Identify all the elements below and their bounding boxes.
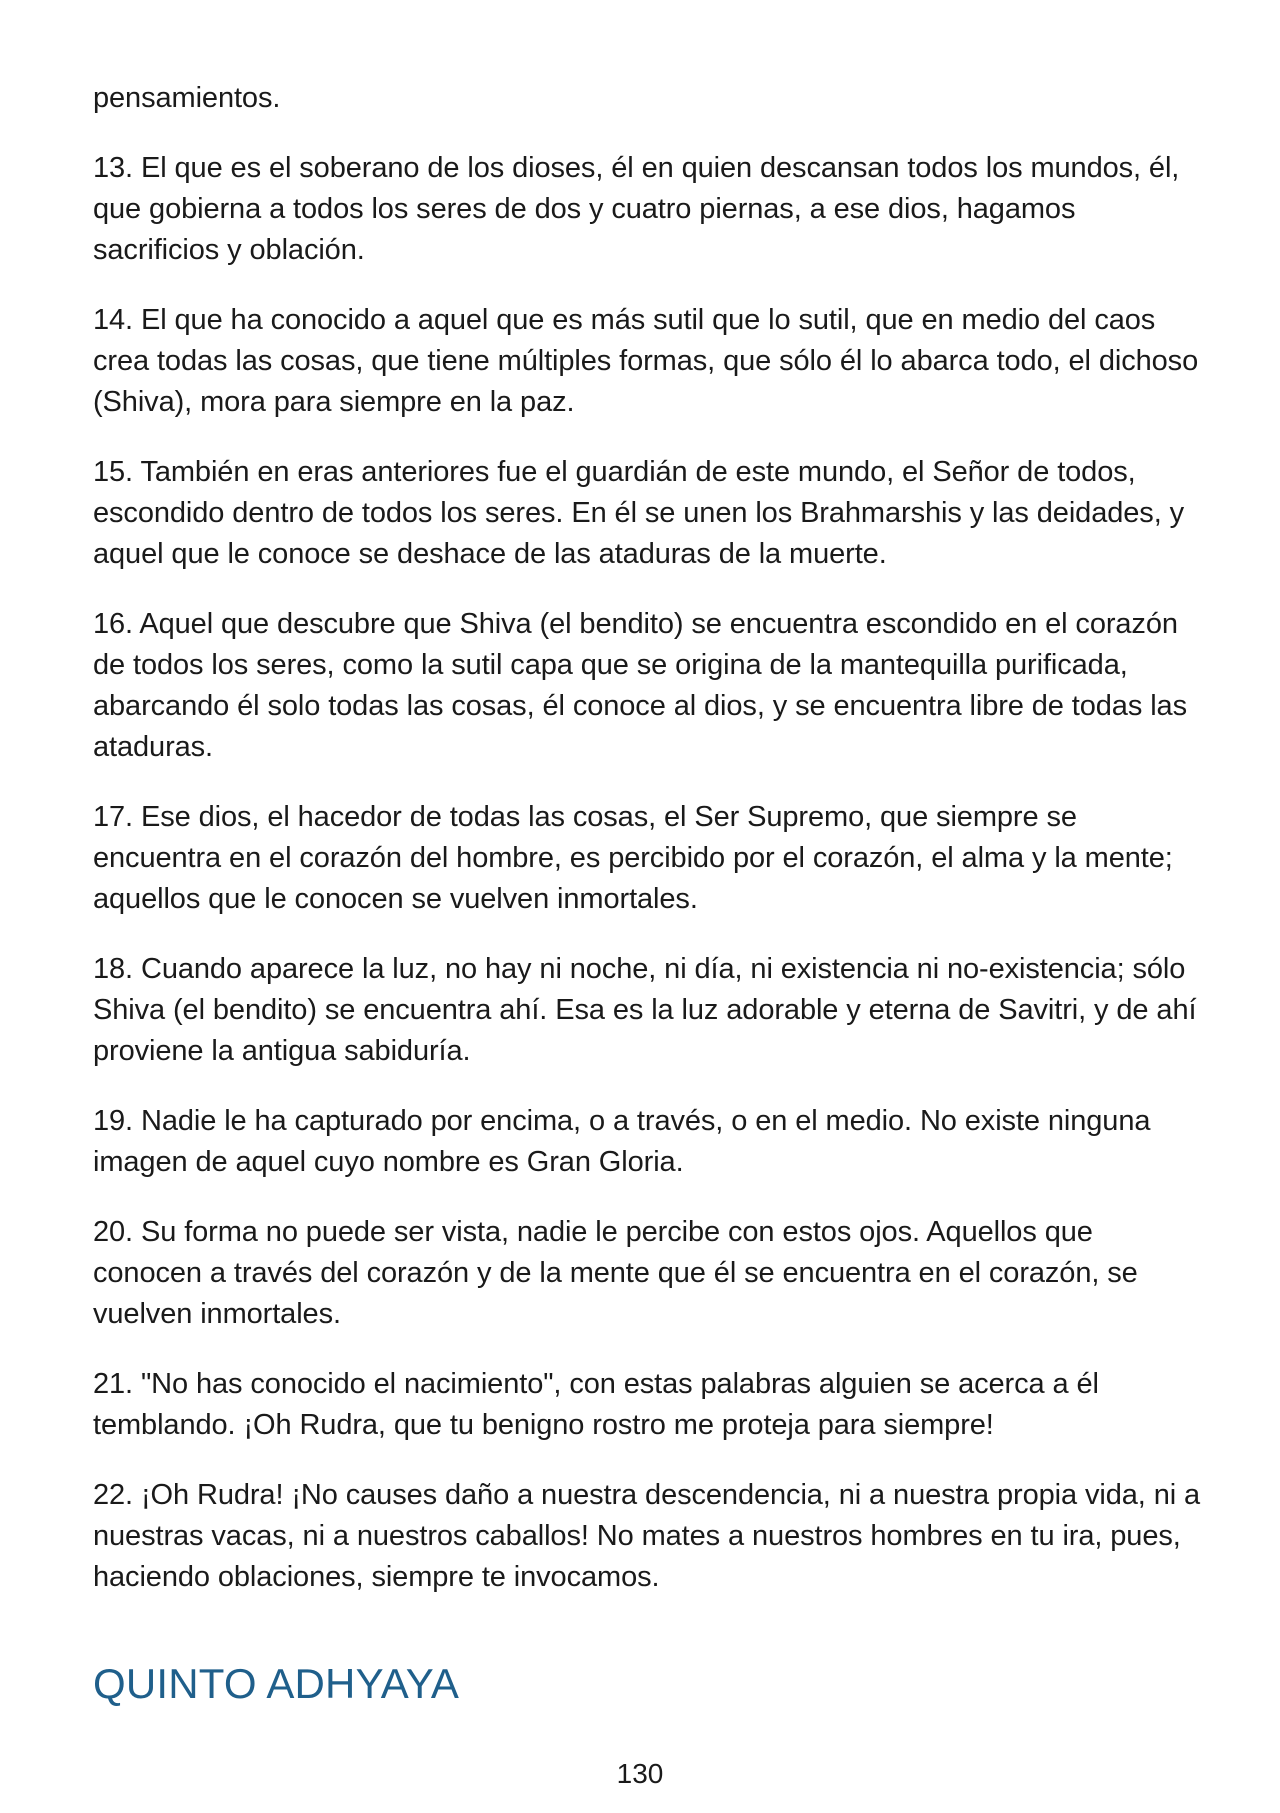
verse-21: 21. "No has conocido el nacimiento", con estas palabras alguien se acerca a él temblando. ¡Oh Rudra, que tu benigno rostro me proteja para siempre! xyxy=(93,1368,1099,1441)
verse-16: 16. Aquel que descubre que Shiva (el bendito) se encuentra escondido en el corazón de todos los seres, como la sutil capa que se origina de la mantequilla purificada, abarcando él solo todas las cosas, él conoce al dios, y se encuentra libre de todas las ataduras. xyxy=(93,608,1187,763)
verse-22: 22. ¡Oh Rudra! ¡No causes daño a nuestra descendencia, ni a nuestra propia vida, ni a nuestras vacas, ni a nuestros caballos! No mates a nuestros hombres en tu ira, pues, haciendo oblaciones, siempre te invocamos. xyxy=(93,1479,1201,1593)
verse-19: 19. Nadie le ha capturado por encima, o a través, o en el medio. No existe ninguna imagen de aquel cuyo nombre es Gran Gloria. xyxy=(93,1105,1151,1178)
verse-18: 18. Cuando aparece la luz, no hay ni noche, ni día, ni existencia ni no-existencia; sólo Shiva (el bendito) se encuentra ahí. Esa es la luz adorable y eterna de Savitri, y de ahí proviene la antigua sabiduría. xyxy=(93,953,1197,1067)
verse-14: 14. El que ha conocido a aquel que es más sutil que lo sutil, que en medio del caos crea todas las cosas, que tiene múltiples formas, que sólo él lo abarca todo, el dichoso (Shiva), mora para siempre en la paz. xyxy=(93,304,1199,418)
verse-13: 13. El que es el soberano de los dioses, él en quien descansan todos los mundos, él, que gobierna a todos los seres de dos y cuatro piernas, a ese dios, hagamos sacrificios y oblación. xyxy=(93,152,1180,266)
page-number: 130 xyxy=(616,1758,664,1789)
paragraph-continuation: pensamientos. xyxy=(93,82,281,114)
verse-20: 20. Su forma no puede ser vista, nadie le percibe con estos ojos. Aquellos que conocen a través del corazón y de la mente que él se encuentra en el corazón, se vuelven inmortales. xyxy=(93,1216,1138,1330)
section-title: QUINTO ADHYAYA xyxy=(93,1660,460,1707)
page-body xyxy=(93,78,1203,1627)
verse-17: 17. Ese dios, el hacedor de todas las cosas, el Ser Supremo, que siempre se encuentra en el corazón del hombre, es percibido por el corazón, el alma y la mente; aquellos que le conocen se vuelven inmortales. xyxy=(93,801,1173,915)
verse-15: 15. También en eras anteriores fue el guardián de este mundo, el Señor de todos, escondido dentro de todos los seres. En él se unen los Brahmarshis y las deidades, y aquel que le conoce se deshace de las ataduras de la muerte. xyxy=(93,456,1185,570)
